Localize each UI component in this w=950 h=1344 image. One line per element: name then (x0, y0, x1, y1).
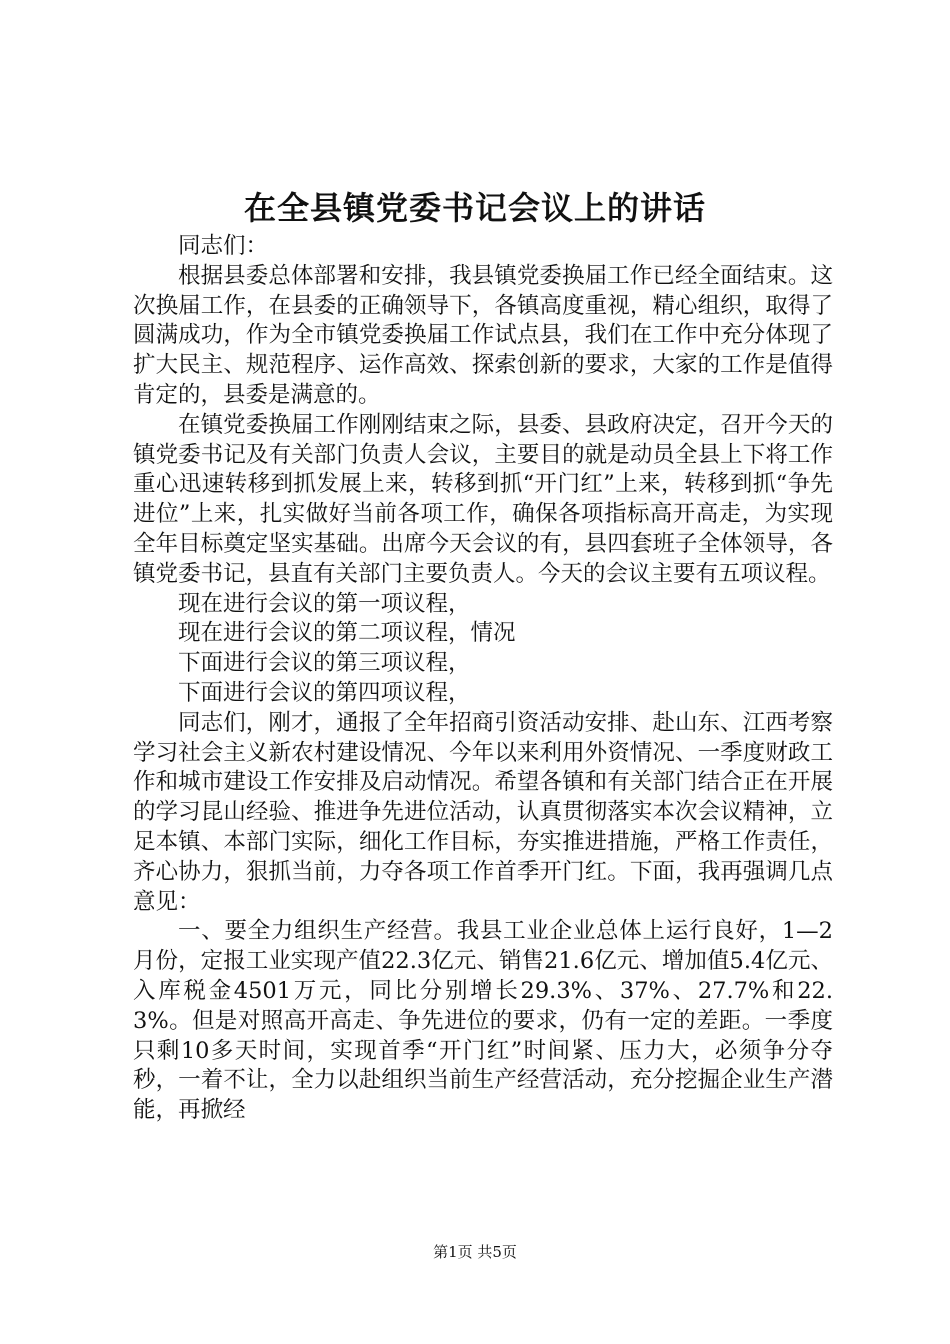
agenda-item: 现在进行会议的第二项议程，情况 (178, 620, 516, 647)
page-footer: 第1页 共5页 (433, 1243, 517, 1261)
body-paragraph: 同志们，刚才，通报了全年招商引资活动安排、赴山东、江西考察学习社会主义新农村建设情况、今年以来利用外资情况、一季度财政工作和城市建设工作安排及启动情况。希望各镇和有关部门结合正在开展的学习昆山经验、推进争先进位活动，认真贯彻落实本次会议精神，立足本镇、本部门实际，细化工作目标，夯实推进措施，严格工作责任，齐心协力，狠抓当前，力夺各项工作首季开门红。下面，我再强调几点意见： (133, 709, 833, 915)
body-paragraph: 一、要全力组织生产经营。我县工业企业总体上运行良好，1—2月份，定报工业实现产值22.3亿元、销售21.6亿元、增加值5.4亿元、入库税金4501万元，同比分别增长29.3%、37%、27.7%和22.3%。但是对照高开高走、争先进位的要求，仍有一定的差距。一季度只剩10多天时间，实现首季“开门红”时间紧、压力大，必须争分夺秒，一着不让，全力以赴组织当前生产经营活动，充分挖掘企业生产潜能，再掀经 (133, 918, 833, 1124)
body-paragraph: 根据县委总体部署和安排，我县镇党委换届工作已经全面结束。这次换届工作，在县委的正确领导下，各镇高度重视，精心组织，取得了圆满成功，作为全市镇党委换届工作试点县，我们在工作中充分体现了扩大民主、规范程序、运作高效、探索创新的要求，大家的工作是值得肯定的，县委是满意的。 (133, 262, 833, 408)
agenda-item: 下面进行会议的第四项议程， (178, 679, 471, 706)
agenda-item: 下面进行会议的第三项议程， (178, 650, 471, 677)
document-body (133, 232, 833, 1126)
document-title: 在全县镇党委书记会议上的讲话 (243, 189, 706, 227)
body-paragraph: 在镇党委换届工作刚刚结束之际，县委、县政府决定，召开今天的镇党委书记及有关部门负责人会议，主要目的就是动员全县上下将工作重心迅速转移到抓发展上来，转移到抓“开门红”上来，转移到抓“争先进位”上来，扎实做好当前各项工作，确保各项指标高开高走，为实现全年目标奠定坚实基础。出席今天会议的有，县四套班子全体领导，各镇党委书记，县直有关部门主要负责人。今天的会议主要有五项议程。 (133, 411, 833, 587)
agenda-item: 现在进行会议的第一项议程， (178, 590, 471, 617)
salutation-paragraph: 同志们： (178, 233, 269, 259)
